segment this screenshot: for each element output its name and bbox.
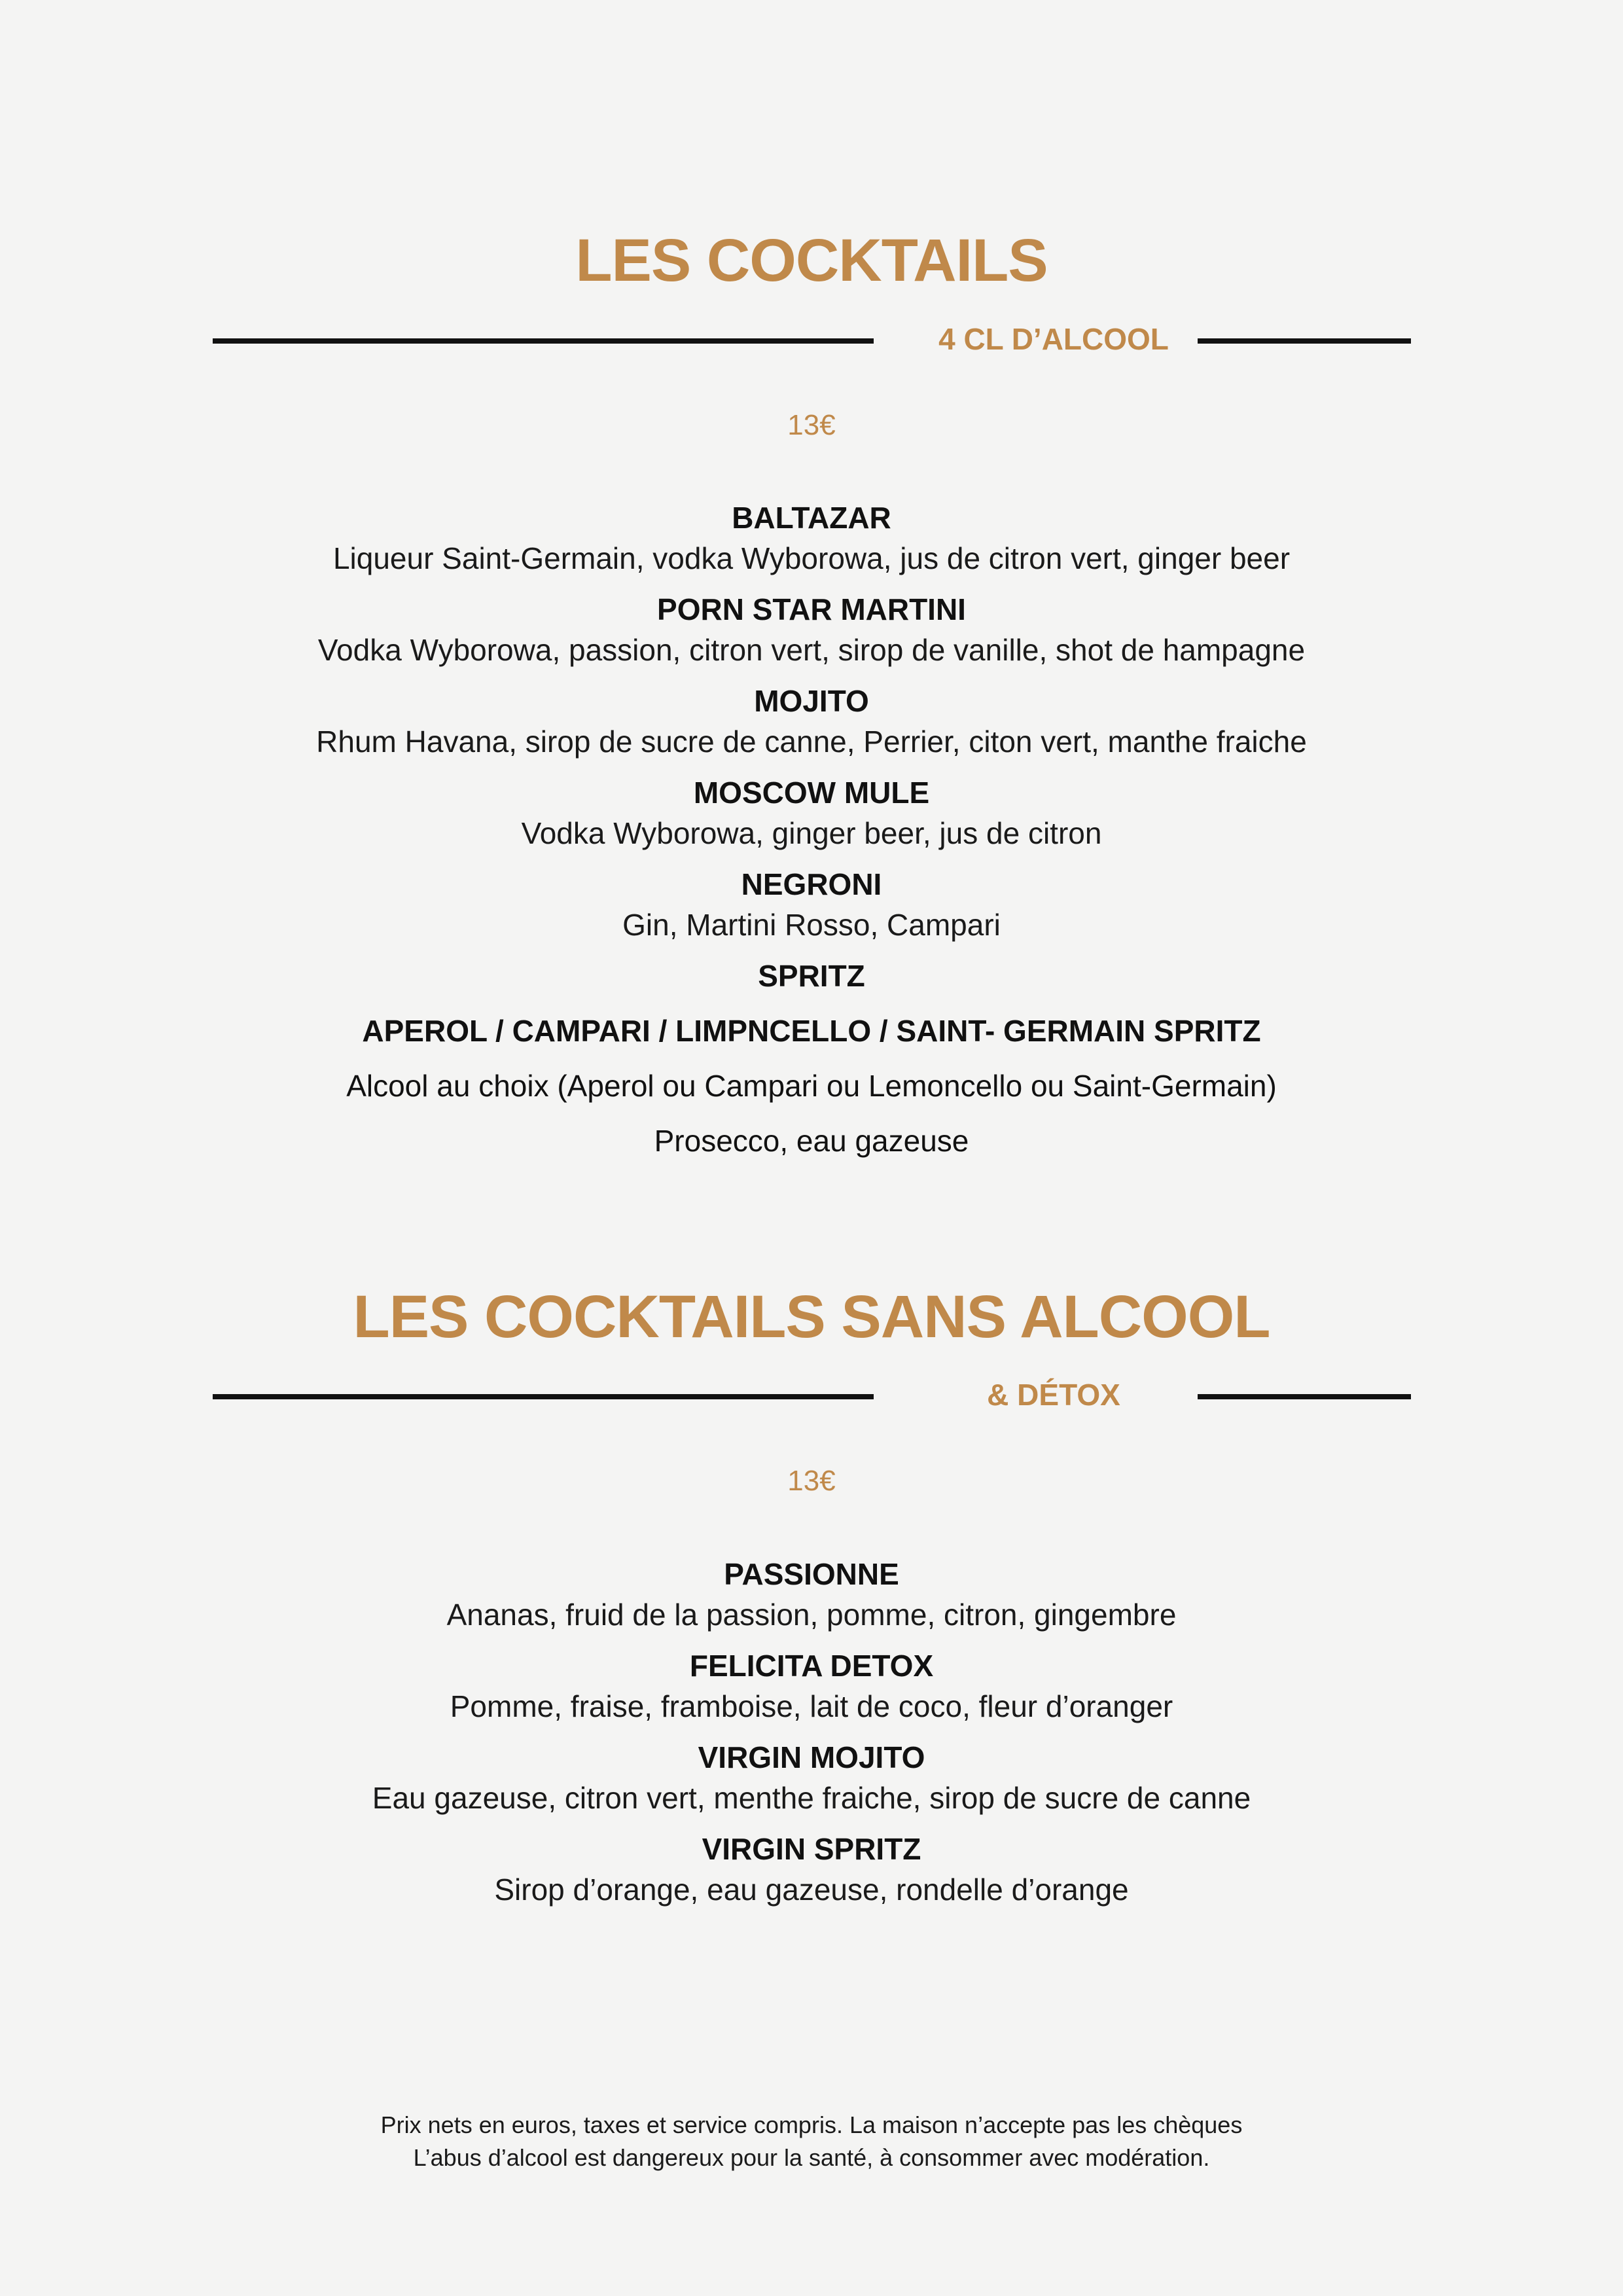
sans-alcool-list xyxy=(0,1554,1623,1920)
footer-line-1: Prix nets en euros, taxes et service compris. La maison n’accepte pas les chèques xyxy=(380,2111,1243,2138)
cocktails-subtitle: 4 CL D’ALCOOL xyxy=(938,322,1169,356)
item-description: Sirop d’orange, eau gazeuse, rondelle d’orange xyxy=(494,1873,1129,1907)
footer-notice xyxy=(0,2109,1623,2174)
cocktails-rule-left xyxy=(213,338,874,344)
sans-alcool-title: LES COCKTAILS SANS ALCOOL xyxy=(353,1283,1270,1350)
item-name: BALTAZAR xyxy=(732,501,891,535)
spritz-variants: APEROL / CAMPARI / LIMPNCELLO / SAINT- GERMAIN SPRITZ xyxy=(362,1014,1261,1048)
item-name: FELICITA DETOX xyxy=(689,1649,934,1683)
spritz-description-2: Prosecco, eau gazeuse xyxy=(654,1124,969,1158)
list-item xyxy=(0,589,1623,670)
item-name: MOJITO xyxy=(754,684,869,718)
list-item xyxy=(0,681,1623,762)
item-name: VIRGIN SPRITZ xyxy=(702,1832,921,1866)
footer-line-2: L’abus d’alcool est dangereux pour la santé, à consommer avec modération. xyxy=(413,2144,1210,2171)
cocktails-list xyxy=(0,497,1623,1175)
spritz-name: SPRITZ xyxy=(758,959,865,993)
list-item xyxy=(0,1829,1623,1910)
item-name: PASSIONNE xyxy=(724,1557,899,1591)
item-description: Vodka Wyborowa, passion, citron vert, sirop de vanille, shot de hampagne xyxy=(317,633,1306,667)
list-item xyxy=(0,1645,1623,1727)
item-description: Rhum Havana, sirop de sucre de canne, Perrier, citon vert, manthe fraiche xyxy=(316,725,1307,759)
list-item xyxy=(0,864,1623,945)
item-description: Liqueur Saint-Germain, vodka Wyborowa, jus de citron vert, ginger beer xyxy=(332,541,1291,575)
item-description: Pomme, fraise, framboise, lait de coco, fleur d’oranger xyxy=(450,1689,1173,1723)
cocktails-price: 13€ xyxy=(787,409,836,441)
item-name: PORN STAR MARTINI xyxy=(657,592,966,626)
item-name: VIRGIN MOJITO xyxy=(698,1740,925,1774)
sans-alcool-subtitle: & DÉTOX xyxy=(987,1378,1120,1412)
sans-alcool-price: 13€ xyxy=(787,1465,836,1497)
sans-alcool-rule-left xyxy=(213,1394,874,1399)
list-item xyxy=(0,497,1623,579)
sans-alcool-rule-right xyxy=(1198,1394,1411,1399)
list-item xyxy=(0,772,1623,853)
item-description: Eau gazeuse, citron vert, menthe fraiche, sirop de sucre de canne xyxy=(372,1781,1251,1815)
item-name: MOSCOW MULE xyxy=(693,776,930,810)
spritz-description: Alcool au choix (Aperol ou Campari ou Lemoncello ou Saint-Germain) xyxy=(346,1069,1277,1103)
item-description: Ananas, fruid de la passion, pomme, citron, gingembre xyxy=(446,1598,1177,1632)
list-item xyxy=(0,1554,1623,1635)
item-description: Gin, Martini Rosso, Campari xyxy=(622,908,1001,942)
list-item xyxy=(0,1737,1623,1818)
item-name: NEGRONI xyxy=(741,867,882,901)
item-description: Vodka Wyborowa, ginger beer, jus de citron xyxy=(521,816,1102,850)
cocktails-title: LES COCKTAILS xyxy=(575,227,1048,294)
cocktails-rule-right xyxy=(1198,338,1411,344)
